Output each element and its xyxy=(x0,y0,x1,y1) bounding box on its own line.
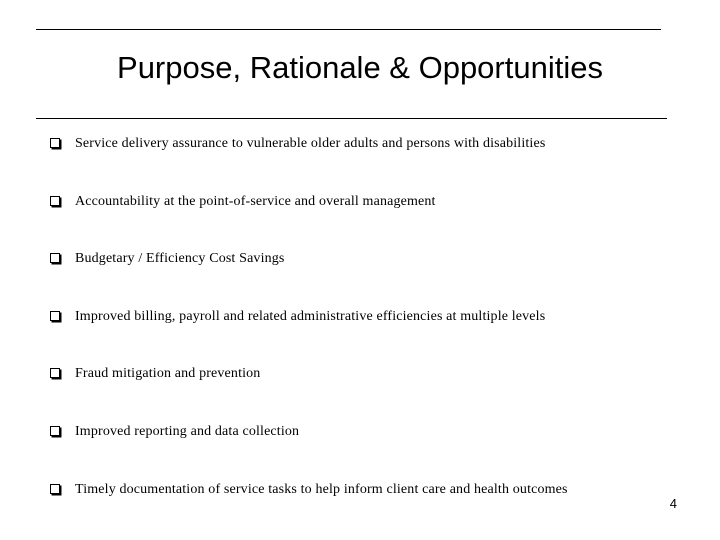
bullet-item xyxy=(50,478,568,502)
bullet-item xyxy=(50,305,568,329)
bullet-item xyxy=(50,190,568,214)
bullet-text: Service delivery assurance to vulnerable older adults and persons with disabilities xyxy=(75,136,546,151)
checkbox-square-icon xyxy=(50,484,60,494)
bullet-text: Improved billing, payroll and related administrative efficiencies at multiple levels xyxy=(75,308,546,324)
bullet-text: Improved reporting and data collection xyxy=(75,423,300,439)
bullet-item xyxy=(50,132,568,156)
checkbox-square-icon xyxy=(50,138,60,148)
checkbox-square-icon xyxy=(50,253,60,263)
bullet-item xyxy=(50,420,568,444)
bullet-item xyxy=(50,247,568,271)
checkbox-square-icon xyxy=(50,426,60,436)
checkbox-square-icon xyxy=(50,196,60,206)
bullet-text: Accountability at the point-of-service and overall management xyxy=(75,193,436,209)
bullet-text: Budgetary / Efficiency Cost Savings xyxy=(75,251,285,267)
checkbox-square-icon xyxy=(50,311,60,321)
bullet-text: Timely documentation of service tasks to help inform client care and health outcomes xyxy=(75,481,568,497)
page-number: 4 xyxy=(669,496,677,511)
slide-title: Purpose, Rationale & Opportunities xyxy=(117,50,603,85)
title-top-rule xyxy=(36,29,661,30)
bullet-text: Fraud mitigation and prevention xyxy=(75,366,261,382)
title-bottom-rule xyxy=(36,118,667,119)
bullet-item xyxy=(50,362,568,386)
checkbox-square-icon xyxy=(50,368,60,378)
bullet-list xyxy=(50,132,568,535)
